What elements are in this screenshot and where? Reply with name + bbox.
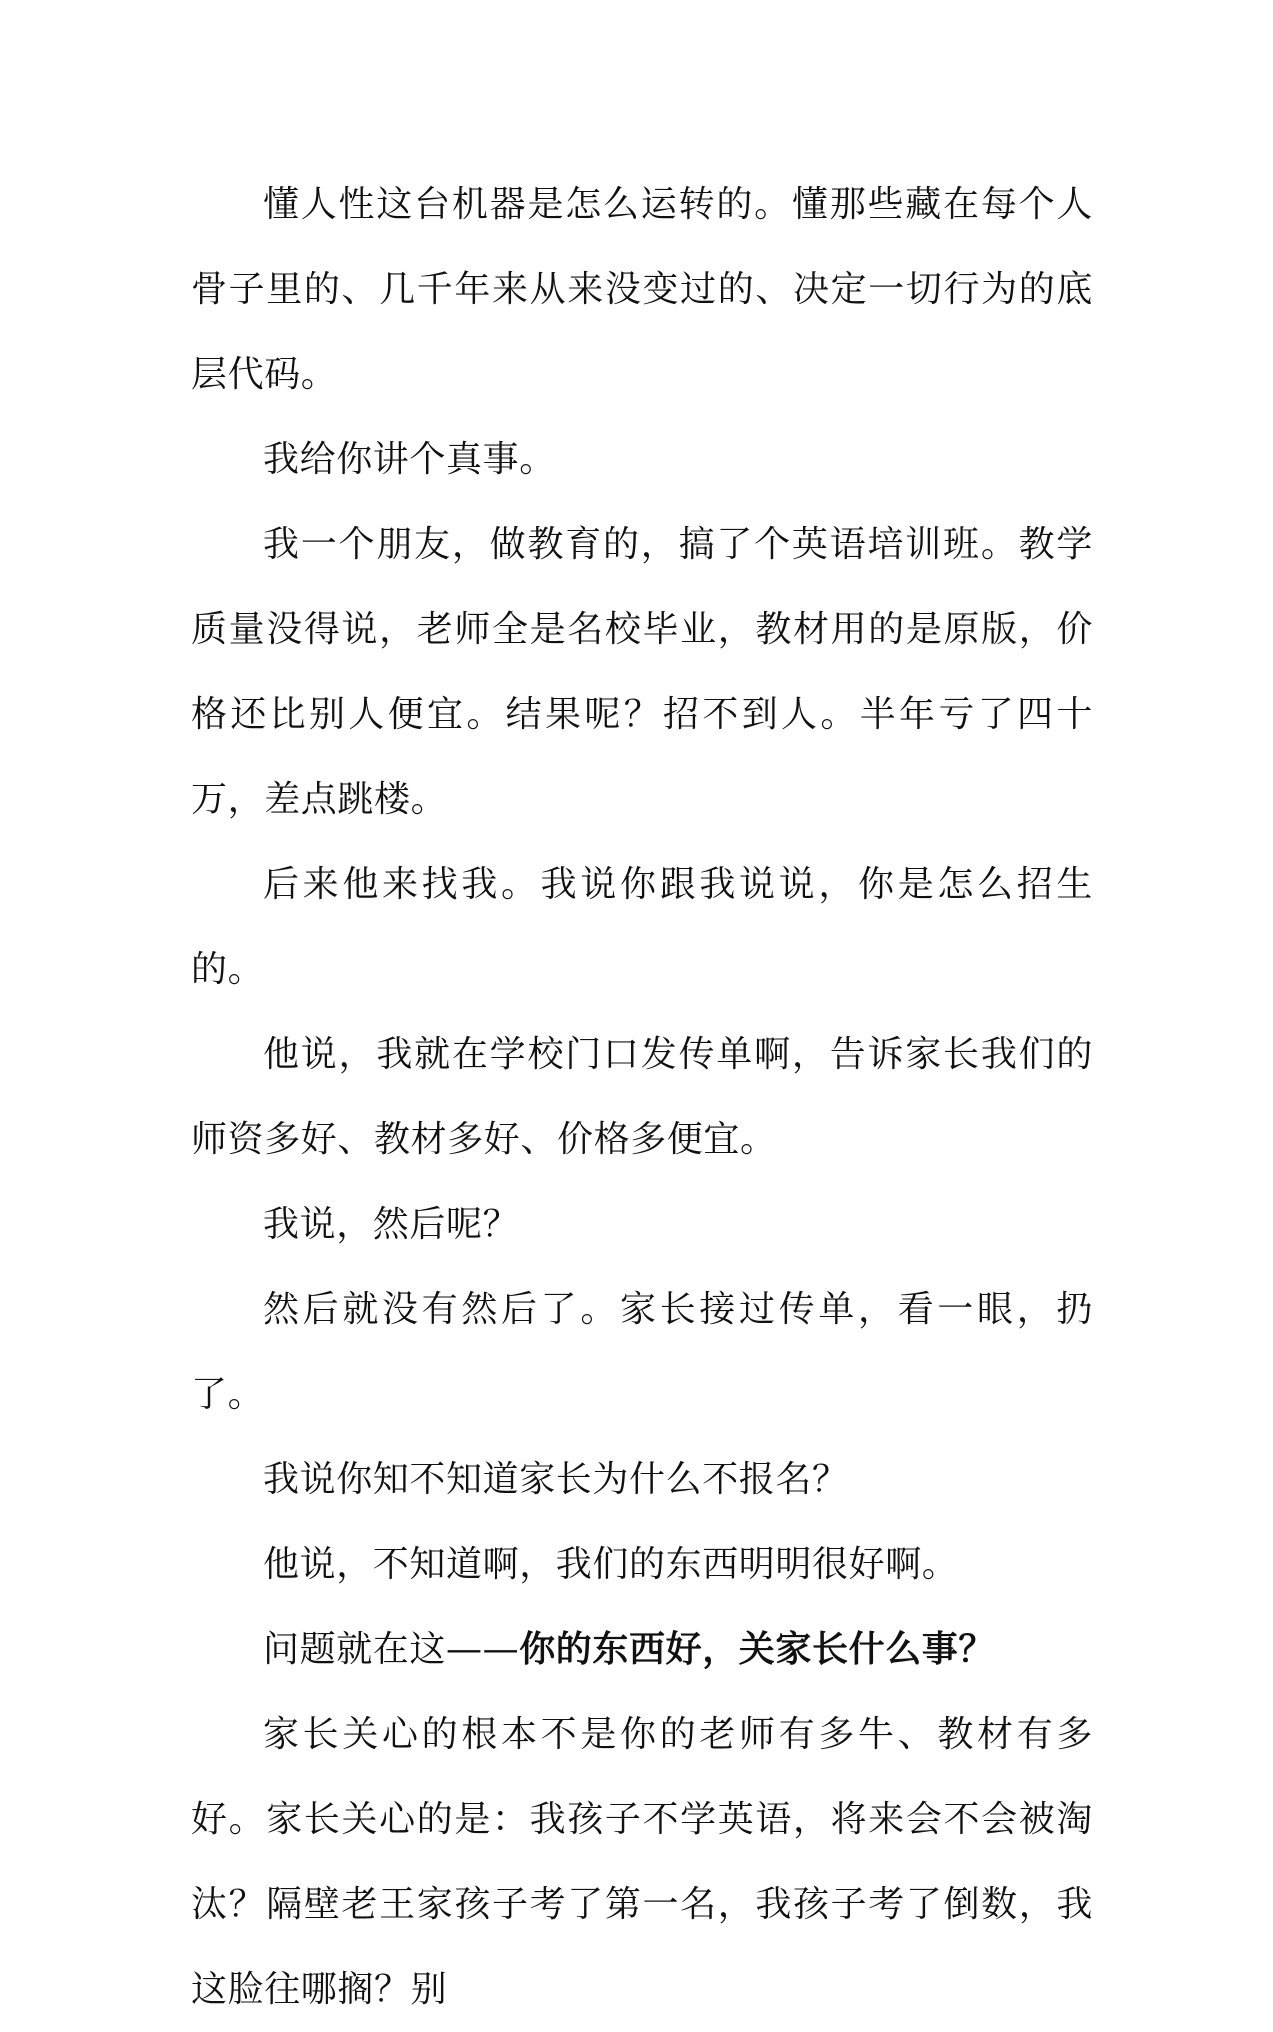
paragraph-10 bbox=[191, 1607, 1093, 1692]
paragraph-8: 我说你知不知道家长为什么不报名？ bbox=[263, 1459, 849, 1500]
paragraph-10-lead: 问题就在这—— bbox=[263, 1629, 520, 1670]
paragraph-6: 我说，然后呢？ bbox=[263, 1204, 520, 1245]
paragraph-2: 我给你讲个真事。 bbox=[263, 439, 556, 480]
document-body bbox=[191, 162, 1093, 2032]
paragraph-7: 然后就没有然后了。家长接过传单，看一眼，扔了。 bbox=[191, 1289, 1093, 1415]
paragraph-3: 我一个朋友，做教育的，搞了个英语培训班。教学质量没得说，老师全是名校毕业，教材用的是原版，价格还比别人便宜。结果呢？招不到人。半年亏了四十万，差点跳楼。 bbox=[191, 524, 1093, 820]
paragraph-1: 懂人性这台机器是怎么运转的。懂那些藏在每个人骨子里的、几千年来从来没变过的、决定一切行为的底层代码。 bbox=[191, 184, 1093, 395]
paragraph-10-emphasis: 你的东西好，关家长什么事？ bbox=[519, 1628, 996, 1670]
paragraph-5: 他说，我就在学校门口发传单啊，告诉家长我们的师资多好、教材多好、价格多便宜。 bbox=[191, 1034, 1093, 1160]
paragraph-11: 家长关心的根本不是你的老师有多牛、教材有多好。家长关心的是：我孩子不学英语，将来会不会被淘汰？隔壁老王家孩子考了第一名，我孩子考了倒数，我这脸往哪搁？别 bbox=[191, 1714, 1093, 2010]
paragraph-4: 后来他来找我。我说你跟我说说，你是怎么招生的。 bbox=[191, 864, 1093, 990]
paragraph-9: 他说，不知道啊，我们的东西明明很好啊。 bbox=[263, 1544, 959, 1585]
